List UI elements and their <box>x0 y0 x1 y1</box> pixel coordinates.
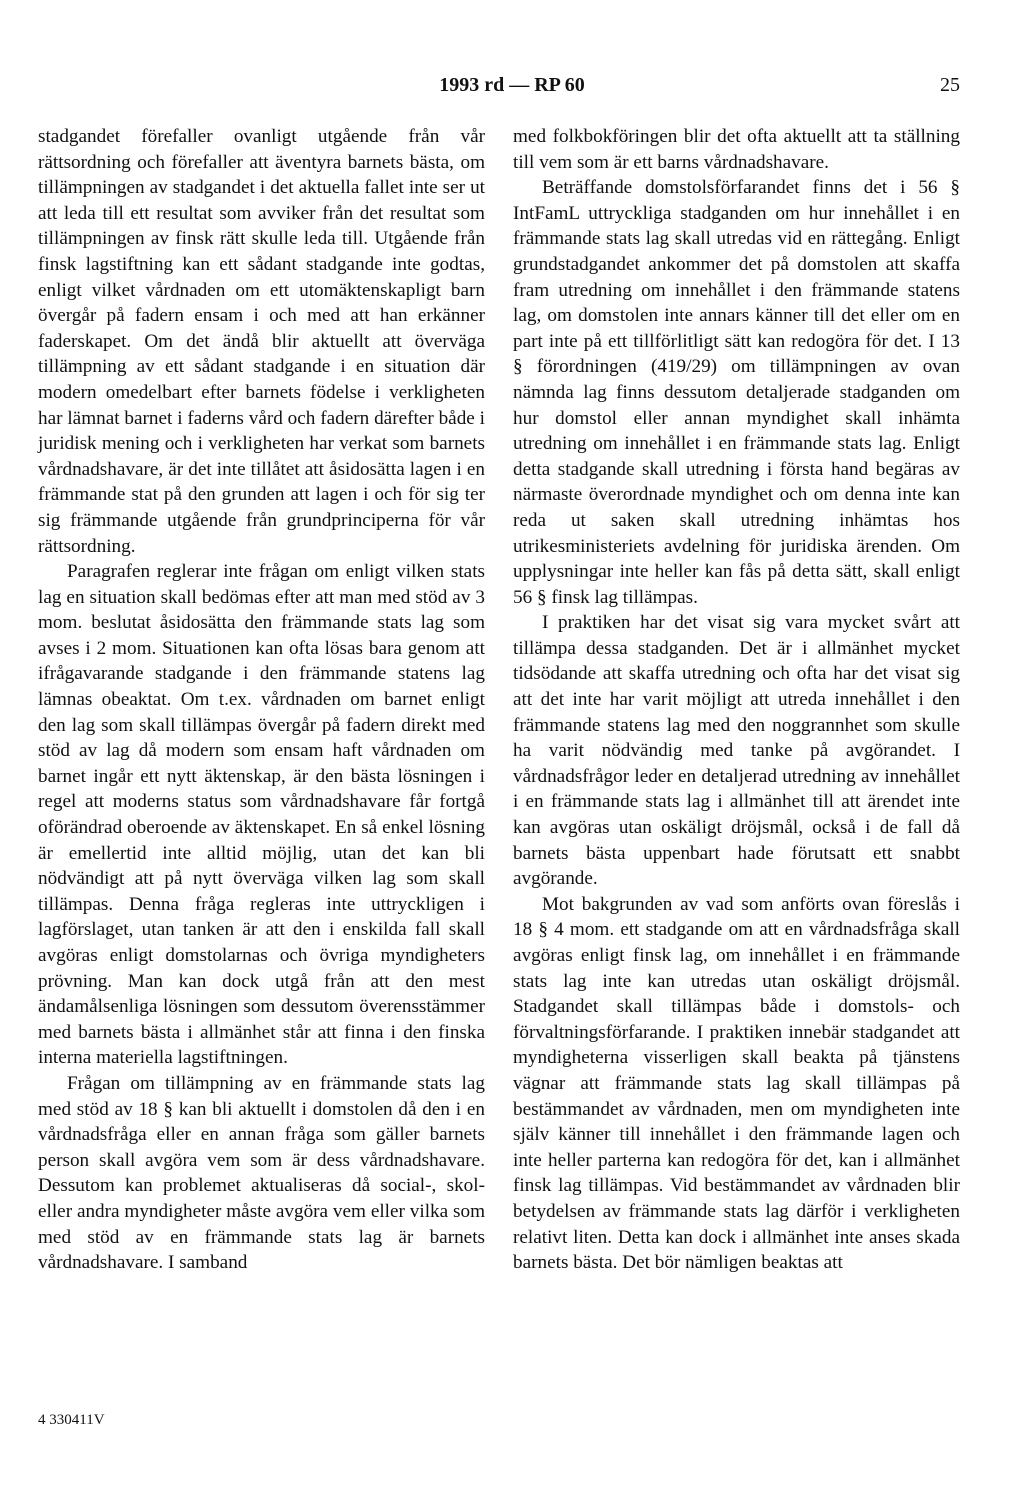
paragraph: Mot bakgrunden av vad som anförts ovan föreslås i 18 § 4 mom. ett stadgande om att en vårdnadsfråga skall avgöras enligt finsk lag, om innehållet i en främmande stats lag inte kan utredas utan oskäligt dröjsmål. Stadgandet skall tillämpas både i domstols- och förvaltningsförfarande. I praktiken innebär stadgandet att myndigheterna visserligen skall beakta på tjänstens vägnar att främmande stats lag skall tillämpas på bestämmandet av vårdnaden, men om myndigheten inte själv känner till innehållet i den främmande lagen och inte heller parterna kan redogöra för det, kan i allmänhet finsk lag tillämpas. Vid bestämmandet av vårdnaden blir betydelsen av främmande stats lag därför i verkligheten relativt liten. Detta kan dock i allmänhet inte anses skada barnets bästa. Det bör nämligen beaktas att <box>513 893 960 1274</box>
paragraph: Frågan om tillämpning av en främmande stats lag med stöd av 18 § kan bli aktuellt i domstolen då den i en vårdnadsfråga eller en annan fråga som gäller barnets person skall avgöra vem som är dess vårdnadshavare. Dessutom kan problemet aktualiseras då social-, skol- eller andra myndigheter måste avgöra vem eller vilka som med stöd av en främmande stats lag är barnets vårdnadshavare. I samband <box>38 1072 485 1274</box>
paragraph: med folkbokföringen blir det ofta aktuellt att ta ställning till vem som är ett barns vårdnadshavare. <box>513 126 960 173</box>
paragraph: Beträffande domstolsförfarandet finns det i 56 § IntFamL uttryckliga stadganden om hur innehållet i en främmande stats lag skall utredas vid en rättegång. Enligt grundstadgandet ankommer det på domstolen att skaffa fram utredning om innehållet i den främmande statens lag, om domstolen inte annars känner till det eller om en part inte på ett tillförlitligt sätt kan redogöra för det. I 13 § förordningen (419/29) om tillämpningen av ovan nämnda lag finns dessutom detaljerade stadganden om hur domstol eller annan myndighet skall inhämta utredning om innehållet i en främmande stats lag. Enligt detta stadgande skall utredning i första hand begäras av närmaste överordnade myndighet och om denna inte kan reda ut saken skall utredning inhämtas hos utrikesministeriets avdelning för juridiska ärenden. Om upplysningar inte heller kan fås på detta sätt, skall enligt 56 § finsk lag tillämpas. <box>513 177 960 608</box>
left-column <box>38 124 485 1276</box>
right-column <box>513 124 960 1276</box>
print-code: 4 330411V <box>38 1412 105 1428</box>
running-header: 1993 rd — RP 60 <box>439 74 585 96</box>
page-number: 25 <box>940 74 960 96</box>
paragraph: I praktiken har det visat sig vara mycket svårt att tillämpa dessa stadganden. Det är i allmänhet mycket tidsödande att skaffa utredning och ofta har det visat sig att det inte har varit möjligt att utreda innehållet i den främmande statens lag med den noggrannhet som skulle ha varit nödvändig med tanke på avgörandet. I vårdnadsfrågor leder en detaljerad utredning av innehållet i en främmande stats lag i allmänhet till att ärendet inte kan avgöras utan oskäligt dröjsmål, också i de fall då barnets bästa uppenbart hade förutsatt ett snabbt avgörande. <box>513 612 960 890</box>
paragraph: stadgandet förefaller ovanligt utgående från vår rättsordning och förefaller att äventyra barnets bästa, om tillämpningen av stadgandet i det aktuella fallet inte ser ut att leda till ett resultat som avviker från det resultat som tillämpningen av finsk rätt skulle leda till. Utgående från finsk lagstiftning kan ett sådant stadgande inte godtas, enligt vilket vårdnaden om ett utomäktenskapligt barn övergår på fadern ensam i och med att han erkänner faderskapet. Om det ändå blir aktuellt att överväga tillämpning av ett sådant stadgande i en situation där modern omedelbart efter barnets födelse i verkligheten har lämnat barnet i faderns vård och fadern därefter både i juridisk mening och i verkligheten har verkat som barnets vårdnadshavare, är det inte tillåtet att åsidosätta lagen i en främmande stat på den grunden att lagen i och för sig ter sig främmande utgående från grundprinciperna för vår rättsordning. <box>38 126 485 557</box>
paragraph: Paragrafen reglerar inte frågan om enligt vilken stats lag en situation skall bedömas efter att man med stöd av 3 mom. beslutat åsidosätta den främmande stats lag som avses i 2 mom. Situationen kan ofta lösas bara genom att ifrågavarande stadgande i den främmande statens lag lämnas obeaktat. Om t.ex. vårdnaden om barnet enligt den lag som skall tillämpas övergår på fadern direkt med stöd av lag då modern som ensam haft vårdnaden om barnet ingår ett nytt äktenskap, är den bästa lösningen i regel att moderns status som vårdnadshavare får fortgå oförändrad oberoende av äktenskapet. En så enkel lösning är emellertid inte alltid möjlig, utan det kan bli nödvändigt att på nytt överväga vilken lag som skall tillämpas. Denna fråga regleras inte uttryckligen i lagförslaget, utan tanken är att den i enskilda fall skall avgöras enligt domstolarnas och övriga myndigheters prövning. Man kan dock utgå från att den mest ändamålsenliga lösningen som dessutom överensstämmer med barnets bästa i allmänhet står att finna i den finska interna materiella lagstiftningen. <box>38 561 485 1069</box>
